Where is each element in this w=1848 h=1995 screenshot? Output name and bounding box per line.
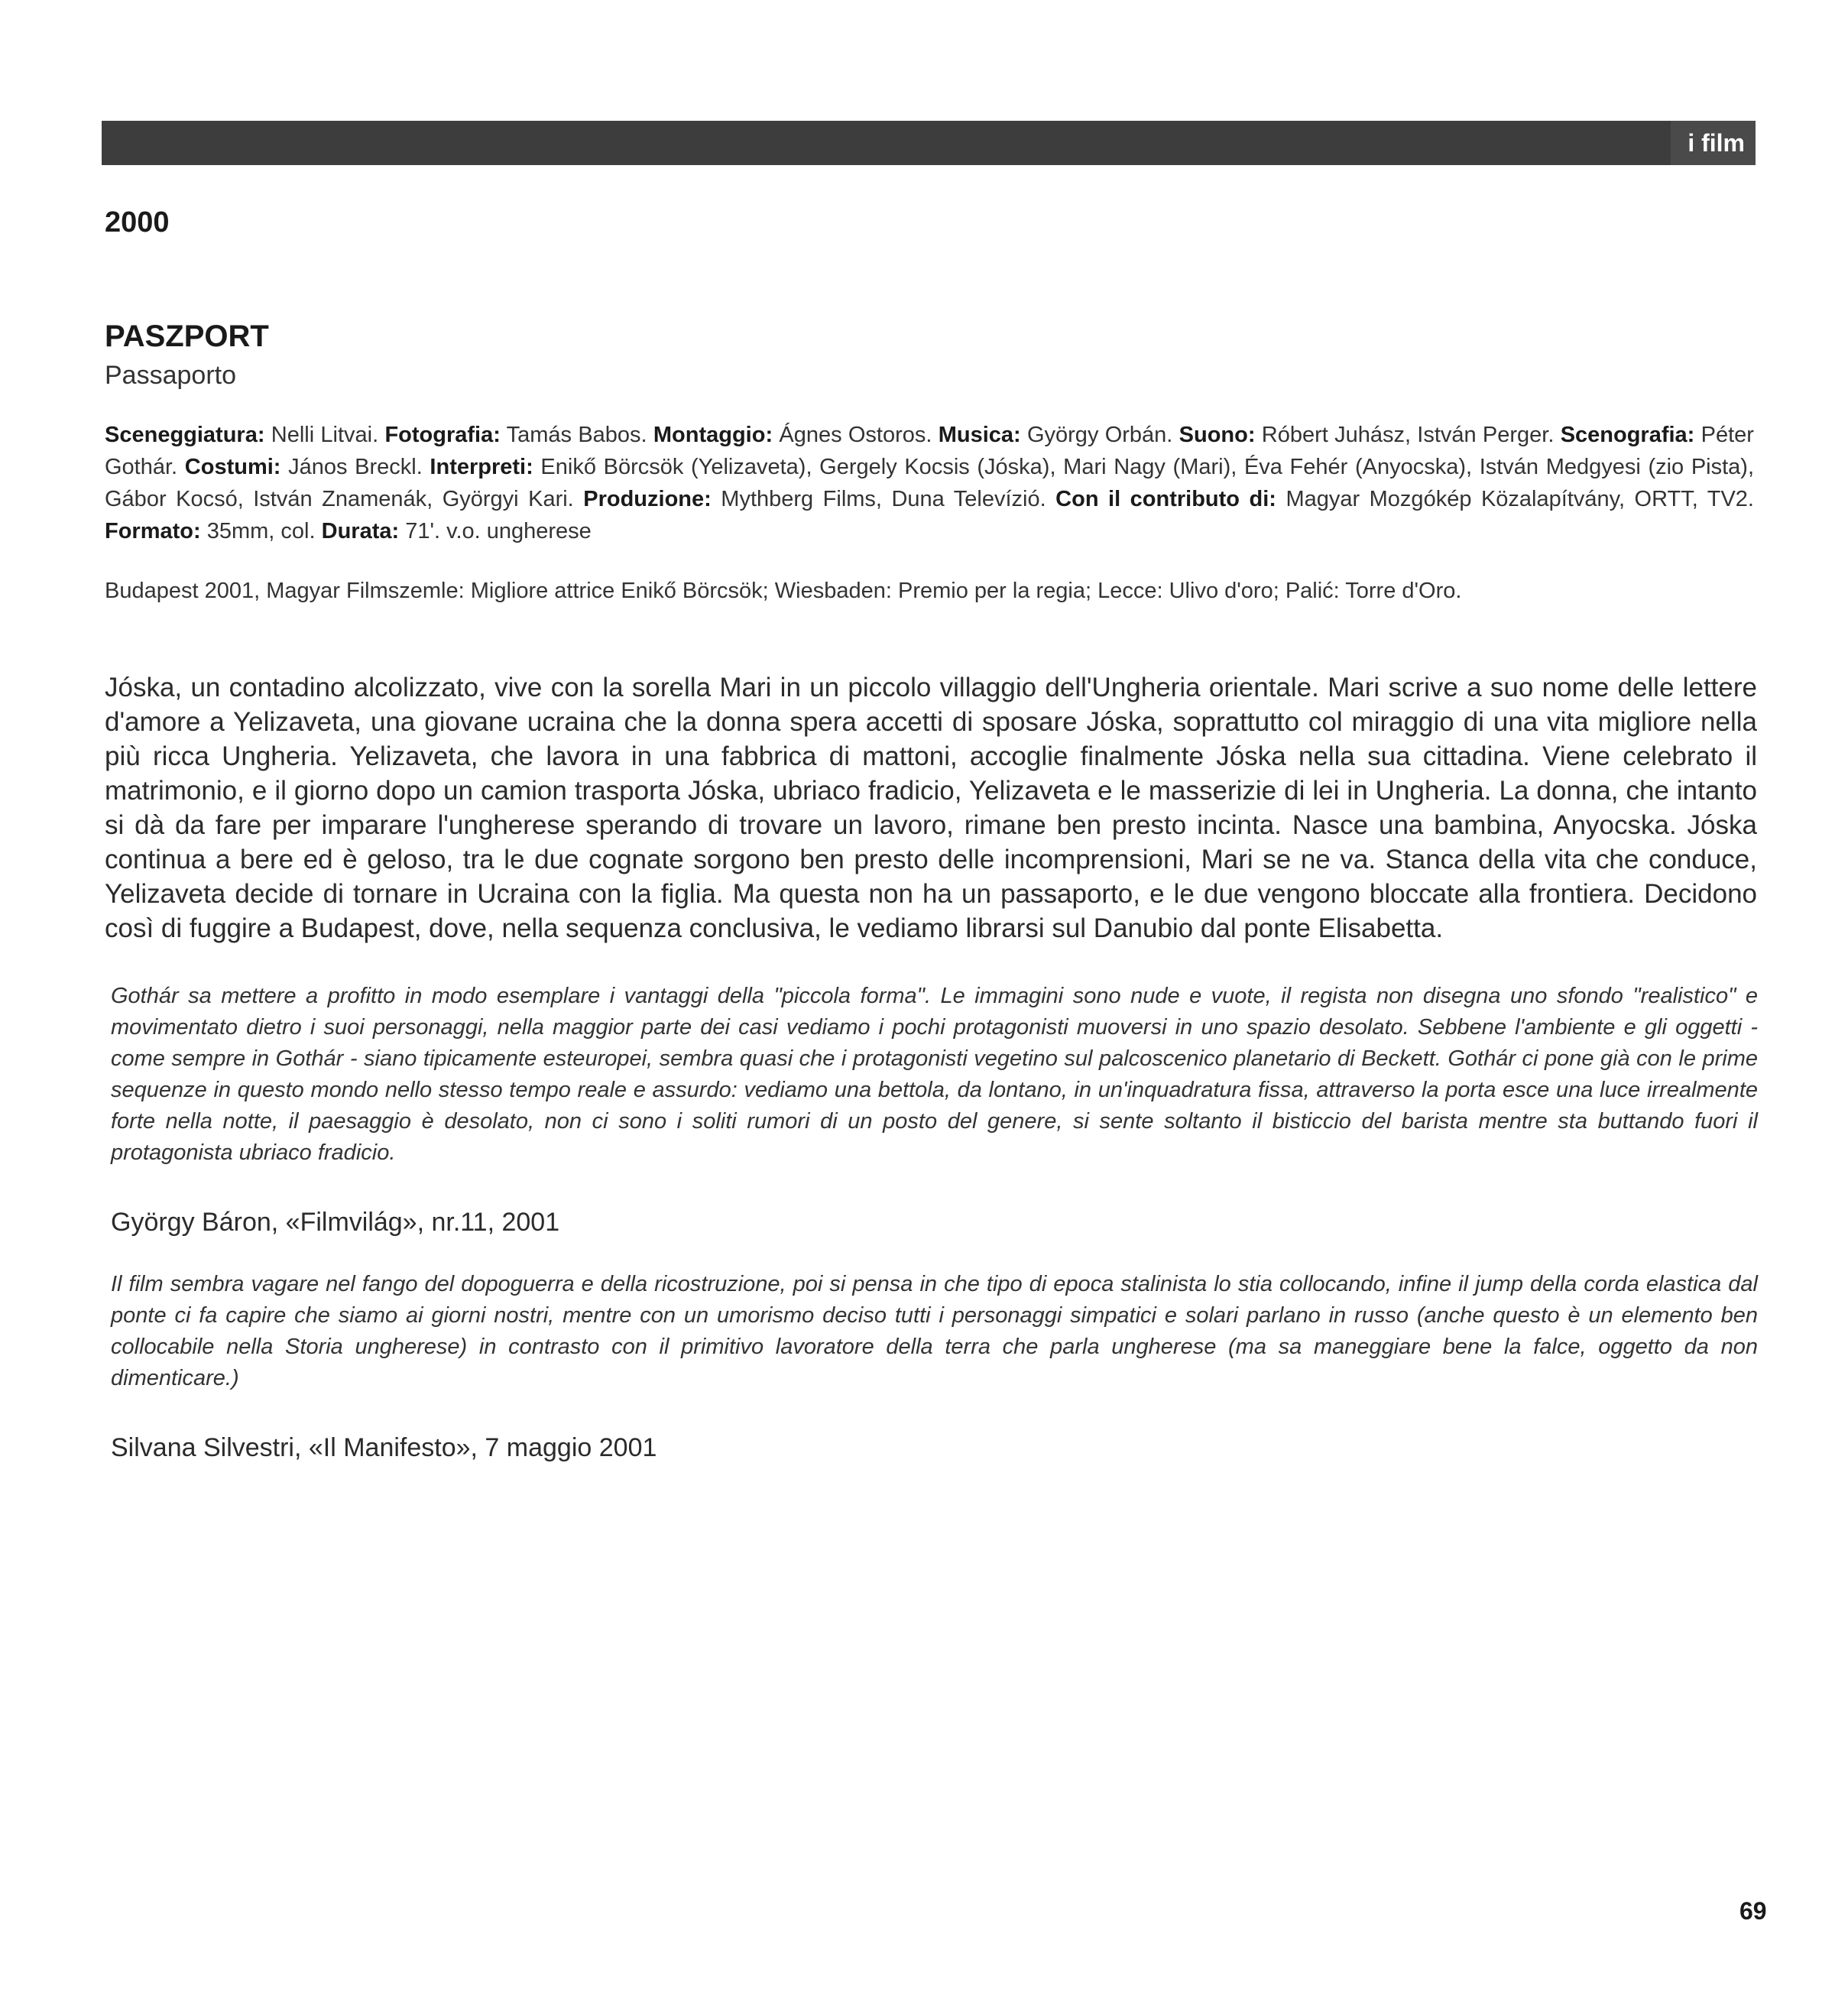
- set-design-value: Péter Gothár.: [105, 423, 1754, 479]
- screenplay-label: Sceneggiatura:: [105, 423, 265, 447]
- costumes-label: Costumi:: [184, 455, 281, 479]
- film-subtitle: Passaporto: [105, 361, 236, 390]
- music-label: Musica:: [938, 423, 1021, 447]
- duration-value: 71'. v.o. ungherese: [405, 519, 592, 543]
- synopsis-paragraph: Jóska, un contadino alcolizzato, vive con la sorella Mari in un piccolo villaggio dell'Ungheria orientale. Mari scrive a suo nome delle lettere d'amore a Yelizaveta, una giovane ucraina che la donna spera accetti di sposare Jóska, soprattutto col miraggio di una vita migliore nella più ricca Ungheria. Yelizaveta, che lavora in una fabbrica di mattoni, accoglie finalmente Jóska nella sua cittadina. Viene celebrato il matrimonio, e il giorno dopo un camion trasporta Jóska, ubriaco fradicio, Yelizaveta e le masserizie di lei in Ungheria. La donna, che intanto si dà da fare per imparare l'ungherese sperando di trovare un lavoro, rimane ben presto incinta. Nasce una bambina, Anyocska. Jóska continua a bere ed è geloso, tra le due cognate sorgono ben presto delle incomprensioni, Mari se ne va. Stanca della vita che conduce, Yelizaveta decide di tornare in Ucraina con la figlia. Ma questa non ha un passaporto, e le due vengono bloccate alla frontiera. Decidono così di fuggire a Budapest, dove, nella sequenza conclusiva, le vediamo librarsi sul Danubio dal ponte Elisabetta.: [105, 673, 1757, 943]
- sound-label: Suono:: [1179, 423, 1256, 447]
- film-title: PASZPORT: [105, 320, 269, 353]
- review-quote: Gothár sa mettere a profitto in modo esemplare i vantaggi della "piccola forma". Le immagini sono nude e vuote, il regista non disegna uno sfondo "realistico" e movimentato dietro i suoi personaggi, nella maggior parte dei casi vediamo i pochi protagonisti muoversi in uno spazio desolato. Sebbene l'ambiente e gli oggetti - come sempre in Gothár - siano tipicamente esteuropei, sembra quasi che i protagonisti vegetino sul palcoscenico planetario di Beckett. Gothár ci pone già con le prime sequenze in questo mondo nello stesso tempo reale e assurdo: vediamo una bettola, da lontano, in un'inquadratura fissa, attraverso la porta esce una luce irrealmente forte nella notte, il paesaggio è desolato, non ci sono i soliti rumori di un posto del genere, si sente soltanto il bisticcio del barista mentre sta buttando fuori il protagonista ubriaco fradicio.: [111, 984, 1758, 1165]
- photography-label: Fotografia:: [384, 423, 501, 447]
- review-source: Silvana Silvestri, «Il Manifesto», 7 maggio 2001: [111, 1433, 657, 1462]
- review-source: György Báron, «Filmvilág», nr.11, 2001: [111, 1208, 560, 1237]
- production-label: Produzione:: [583, 487, 712, 511]
- page-number: 69: [1739, 1897, 1767, 1925]
- cast-value: Enikő Börcsök (Yelizaveta), Gergely Kocsis (Jóska), Mari Nagy (Mari), Éva Fehér (Anyocska), István Medgyesi (zio Pista), Gábor Kocsó, István Znamenák, Györgyi Kari.: [105, 455, 1755, 511]
- credits-block: [105, 419, 1754, 547]
- section-label: i film: [1671, 121, 1756, 165]
- section-header-bar: [102, 121, 1756, 165]
- review-quote: Il film sembra vagare nel fango del dopoguerra e della ricostruzione, poi si pensa in che tipo di epoca stalinista lo stia collocando, infine il jump della corda elastica dal ponte ci fa capire che siamo ai giorni nostri, mentre con un umorismo deciso tutti i personaggi simpatici e solari parlano in russo (anche questo è un elemento ben collocabile nella Storia ungherese) in contrasto con il primitivo lavoratore della terra che parla ungherese (ma sa maneggiare bene la falce, oggetto da non dimenticare.): [111, 1272, 1758, 1390]
- support-label: Con il contributo di:: [1055, 487, 1276, 511]
- music-value: György Orbán.: [1026, 423, 1173, 447]
- year-heading: 2000: [105, 206, 170, 238]
- costumes-value: János Breckl.: [288, 455, 423, 479]
- cast-label: Interpreti:: [430, 455, 533, 479]
- editing-value: Ágnes Ostoros.: [779, 423, 932, 447]
- format-label: Formato:: [105, 519, 201, 543]
- format-value: 35mm, col.: [206, 519, 316, 543]
- awards-line: Budapest 2001, Magyar Filmszemle: Migliore attrice Enikő Börcsök; Wiesbaden: Premio per la regia; Lecce: Ulivo d'oro; Palić: Torre d'Oro.: [105, 579, 1462, 603]
- photography-value: Tamás Babos.: [506, 423, 647, 447]
- sound-value: Róbert Juhász, István Perger.: [1261, 423, 1555, 447]
- duration-label: Durata:: [321, 519, 400, 543]
- set-design-label: Scenografia:: [1560, 423, 1695, 447]
- editing-label: Montaggio:: [653, 423, 773, 447]
- screenplay-value: Nelli Litvai.: [271, 423, 379, 447]
- support-value: Magyar Mozgókép Közalapítvány, ORTT, TV2.: [1285, 487, 1754, 511]
- production-value: Mythberg Films, Duna Televízió.: [721, 487, 1046, 511]
